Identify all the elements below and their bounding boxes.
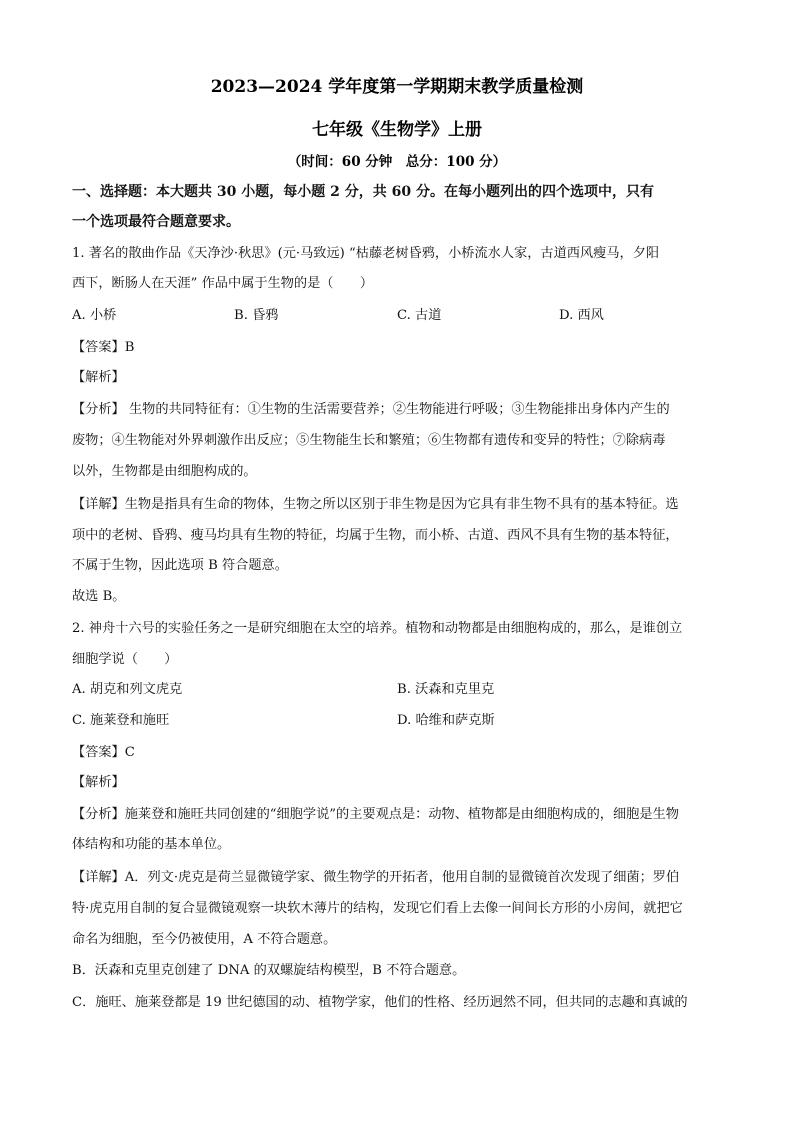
q2-stem-line1: 2. 神舟十六号的实验任务之一是研究细胞在太空的培养。植物和动物都是由细胞构成的，那么，是谁创立 bbox=[72, 621, 683, 636]
q1-detail-line3: 不属于生物，因此选项 B 符合题意。 bbox=[72, 558, 288, 573]
q2-option-c: C. 施莱登和施旺 bbox=[72, 713, 170, 728]
q1-detail-line2: 项中的老树、昏鸦、瘦马均具有生物的特征，均属于生物，而小桥、古道、西风不具有生物的基本特征， bbox=[72, 528, 679, 543]
q1-option-a: A. 小桥 bbox=[72, 308, 117, 323]
q2-analysis-tag: 【解析】 bbox=[72, 775, 125, 790]
exam-subtitle: 七年级《生物学》上册 bbox=[312, 120, 482, 140]
q2-detail-line3: 命名为细胞，至今仍被使用，A 不符合题意。 bbox=[72, 932, 337, 947]
section-heading-line2: 一个选项最符合题意要求。 bbox=[72, 214, 240, 230]
q2-fenxi-line1: 【分析】施莱登和施旺共同创建的“细胞学说”的主要观点是：动物、植物都是由细胞构成的，细胞是生物 bbox=[72, 807, 679, 822]
q2-detail-line5: C．施旺、施莱登都是 19 世纪德国的动、植物学家，他们的性格、经历迥然不同，但共同的志趣和真诚的 bbox=[72, 995, 688, 1010]
q2-stem-line2: 细胞学说（ ） bbox=[72, 652, 178, 667]
q1-fenxi-line2: 废物；④生物能对外界刺激作出反应；⑤生物能生长和繁殖；⑥生物都有遗传和变异的特性；⑦除病毒 bbox=[72, 433, 666, 448]
q1-option-c: C. 古道 bbox=[397, 308, 442, 323]
section-heading-line1: 一、选择题：本大题共 30 小题，每小题 2 分，共 60 分。在每小题列出的四个选项中，只有 bbox=[72, 184, 654, 200]
q2-answer: 【答案】C bbox=[72, 745, 135, 760]
exam-info: （时间：60 分钟 总分：100 分） bbox=[287, 154, 507, 170]
q2-option-b: B. 沃森和克里克 bbox=[397, 682, 495, 697]
q1-option-b: B. 昏鸦 bbox=[234, 308, 279, 323]
q2-option-a: A. 胡克和列文虎克 bbox=[72, 682, 183, 697]
q1-stem-line1: 1. 著名的散曲作品《天净沙·秋思》(元·马致远) “枯藤老树昏鸦，小桥流水人家，古道西风瘦马，夕阳 bbox=[72, 246, 660, 261]
q1-fenxi-line1: 【分析】 生物的共同特征有：①生物的生活需要营养；②生物能进行呼吸；③生物能排出身体内产生的 bbox=[72, 402, 670, 417]
q2-option-d: D. 哈维和萨克斯 bbox=[397, 713, 495, 728]
q2-detail-line1: 【详解】A．列文·虎克是荷兰显微镜学家、微生物学的开拓者，他用自制的显微镜首次发现了细菌；罗伯 bbox=[72, 870, 680, 885]
q2-detail-line4: B．沃森和克里克创建了 DNA 的双螺旋结构模型，B 不符合题意。 bbox=[72, 963, 466, 978]
q1-stem-line2: 西下，断肠人在天涯” 作品中属于生物的是（ ） bbox=[72, 276, 374, 291]
exam-title: 2023—2024 学年度第一学期期末教学质量检测 bbox=[210, 77, 584, 97]
q2-detail-line2: 特·虎克用自制的复合显微镜观察一块软木薄片的结构，发现它们看上去像一间间长方形的小房间，就把它 bbox=[72, 901, 683, 916]
q1-conclusion: 故选 B。 bbox=[72, 589, 126, 604]
q2-fenxi-line2: 体结构和功能的基本单位。 bbox=[72, 837, 231, 852]
q1-answer: 【答案】B bbox=[72, 340, 135, 355]
q1-fenxi-line3: 以外，生物都是由细胞构成的。 bbox=[72, 464, 257, 479]
q1-analysis-tag: 【解析】 bbox=[72, 370, 125, 385]
q1-detail-line1: 【详解】生物是指具有生命的物体，生物之所以区别于非生物是因为它具有非生物不具有的基本特征。选 bbox=[72, 497, 679, 512]
q1-option-d: D. 西风 bbox=[559, 308, 604, 323]
